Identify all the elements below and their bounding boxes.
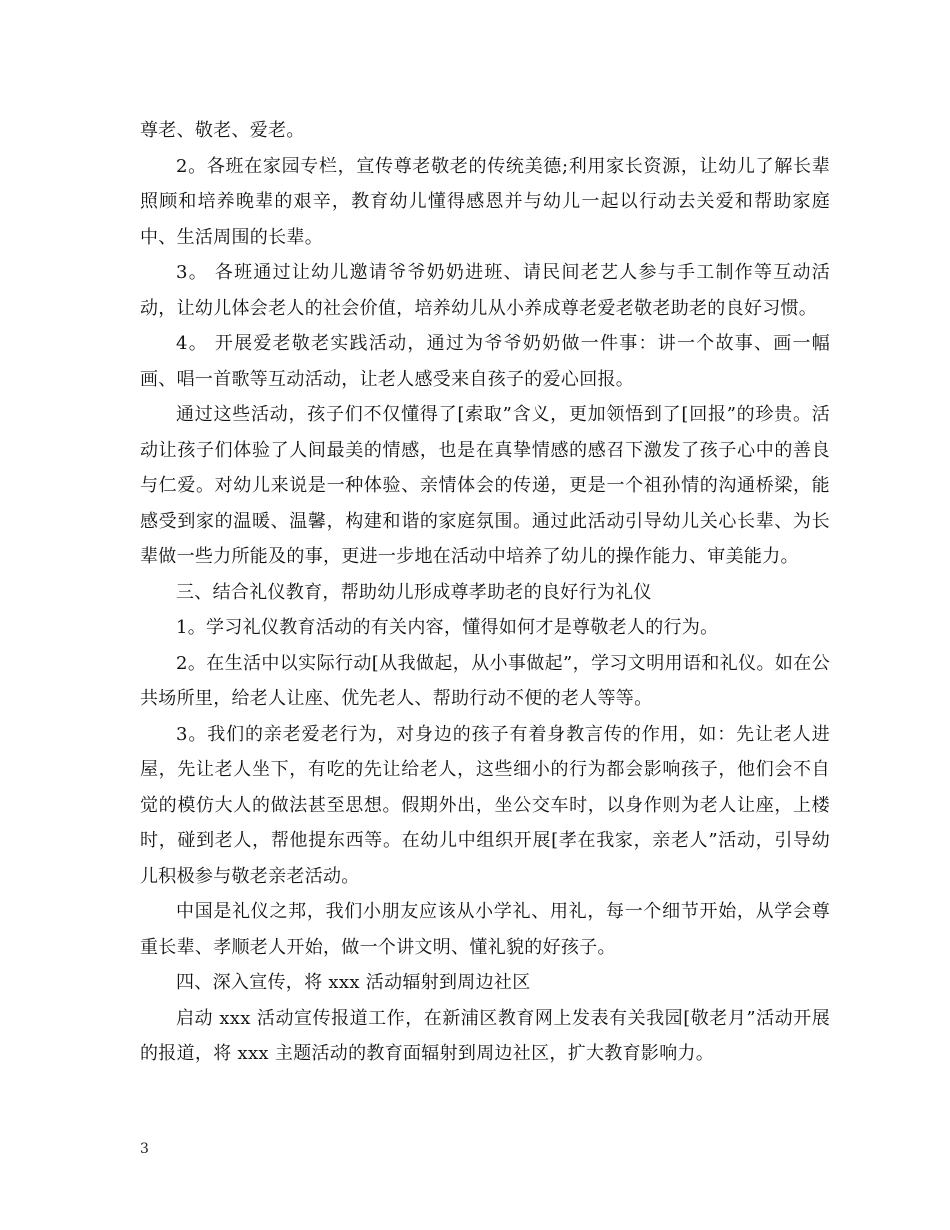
page-number: 3 <box>140 1141 149 1157</box>
paragraph-4: 4。 开展爱老敬老实践活动，通过为爷爷奶奶做一件事：讲一个故事、画一幅画、唱一首歌等互动活动，让老人感受来自孩子的爱心回报。 <box>140 333 830 390</box>
paragraph-12: 启动 xxx 活动宣传报道工作，在新浦区教育网上发表有关我园[敬老月”活动开展的报道，将 xxx 主题活动的教育面辐射到周边社区，扩大教育影响力。 <box>140 1007 830 1064</box>
section-heading-4: 四、深入宣传，将 xxx 活动辐射到周边社区 <box>176 972 531 993</box>
paragraph-2: 2。各班在家园专栏，宣传尊老敬老的传统美德;利用家长资源，让幼儿了解长辈照顾和培养晚辈的艰辛，教育幼儿懂得感恩并与幼儿一起以行动去关爱和帮助家庭中、生活周围的长辈。 <box>140 155 830 248</box>
paragraph-5: 通过这些活动，孩子们不仅懂得了[索取”含义，更加领悟到了[回报”的珍贵。活动让孩子们体验了人间最美的情感，也是在真挚情感的感召下激发了孩子心中的善良与仁爱。对幼儿来说是一种体验、亲情体会的传递，更是一个祖孙情的沟通桥梁，能感受到家的温暖、温馨，构建和谐的家庭氛围。通过此活动引导幼儿关心长辈、为长辈做一些力所能及的事，更进一步地在活动中培养了幼儿的操作能力、审美能力。 <box>140 404 830 567</box>
paragraph-10: 中国是礼仪之邦，我们小朋友应该从小学礼、用礼，每一个细节开始，从学会尊重长辈、孝顺老人开始，做一个讲文明、懂礼貌的好孩子。 <box>140 901 830 958</box>
section-heading-3: 三、结合礼仪教育，帮助幼儿形成尊孝助老的良好行为礼仪 <box>176 581 652 603</box>
paragraph-9: 3。我们的亲老爱老行为，对身边的孩子有着身教言传的作用，如：先让老人进屋，先让老人坐下，有吃的先让给老人，这些细小的行为都会影响孩子，他们会不自觉的模仿大人的做法甚至思想。假期外出，坐公交车时，以身作则为老人让座，上楼时，碰到老人，帮他提东西等。在幼儿中组织开展[孝在我家，亲老人”活动，引导幼儿积极参与敬老亲老活动。 <box>140 723 830 887</box>
paragraph-1: 尊老、敬老、爱老。 <box>140 120 305 141</box>
paragraph-8: 2。在生活中以实际行动[从我做起，从小事做起”，学习文明用语和礼仪。如在公共场所里，给老人让座、优先老人、帮助行动不便的老人等等。 <box>140 652 830 709</box>
paragraph-7: 1。学习礼仪教育活动的有关内容，懂得如何才是尊敬老人的行为。 <box>176 617 719 638</box>
paragraph-3: 3。 各班通过让幼儿邀请爷爷奶奶进班、请民间老艺人参与手工制作等互动活动，让幼儿体会老人的社会价值，培养幼儿从小养成尊老爱老敬老助老的良好习惯。 <box>140 262 830 319</box>
body-text <box>140 113 830 1072</box>
